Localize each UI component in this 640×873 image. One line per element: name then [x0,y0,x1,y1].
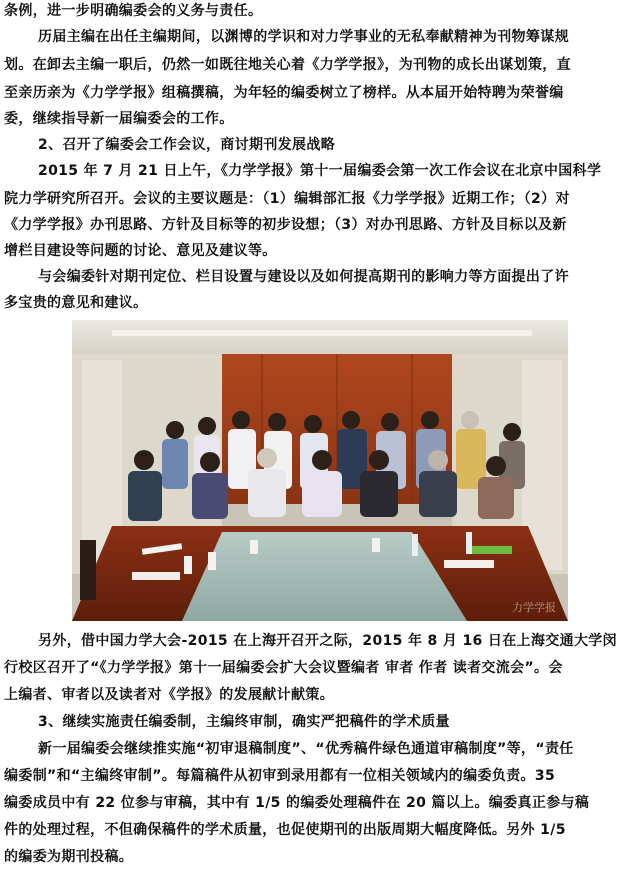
text-line: 划。在卸去主编一职后，仍然一如既往地关心着《力学学报》，为刊物的成长出谋划策，直 [4,57,571,73]
photo-watermark: 力学学报 [512,601,556,614]
text-line: 《力学学报》办刊思路、方针及目标等的初步设想；（3）对办刊思路、方针及目标以及新 [4,217,567,233]
section-heading: 2、召开了编委会工作会议，商讨期刊发展战略 [38,137,336,153]
text-line: 条例，进一步明确编委会的义务与责任。 [4,3,263,19]
text-line: 多宝贵的意见和建议。 [4,295,148,311]
text-line: 增栏目建设等问题的讨论、意见及建议等。 [4,243,277,259]
text-line: 历届主编在出任主编期间，以渊博的学识和对力学事业的无私奉献精神为刊物筹谋规 [38,29,569,45]
group-photo-image [72,320,568,621]
photo-illustration [72,320,568,621]
text-line: 院力学研究所召开。会议的主要议题是：（1）编辑部汇报《力学学报》近期工作；（2）对 [4,191,570,207]
text-line: 件的处理过程，不但确保稿件的学术质量，也促使期刊的出版周期大幅度降低。另外 1/5 [4,822,566,838]
text-line: 另外，借中国力学大会-2015 在上海开召开之际，2015 年 8 月 16 日在上海交通大学闵 [38,633,618,649]
text-line: 与会编委针对期刊定位、栏目设置与建设以及如何提高期刊的影响力等方面提出了许 [38,269,569,285]
text-line: 编委成员中有 22 位参与审稿，其中有 1/5 的编委处理稿件在 20 篇以上。编委真正参与稿 [4,795,590,811]
text-line: 编委制”和“主编终审制”。每篇稿件从初审到录用都有一位相关领域内的编委负责。35 [4,768,556,784]
text-line: 2015 年 7 月 21 日上午，《力学学报》第十一届编委会第一次工作会议在北京中国科学 [38,163,602,179]
text-line: 新一届编委会继续推实施“初审退稿制度”、“优秀稿件绿色通道审稿制度”等，“责任 [38,741,574,757]
text-line: 的编委为期刊投稿。 [4,849,134,865]
section-heading: 3、继续实施责任编委制，主编终审制，确实严把稿件的学术质量 [38,714,450,730]
text-line: 上编者、审者以及读者对《学报》的发展献计献策。 [4,687,335,703]
text-line: 至亲历亲为《力学学报》组稿撰稿，为年轻的编委树立了榜样。从本届开始特聘为荣誉编 [4,85,564,101]
text-line: 委，继续指导新一届编委会的工作。 [4,111,234,127]
text-line: 行校区召开了“《力学学报》第十一届编委会扩大会议暨编者 审者 作者 读者交流会”。会 [4,660,563,676]
